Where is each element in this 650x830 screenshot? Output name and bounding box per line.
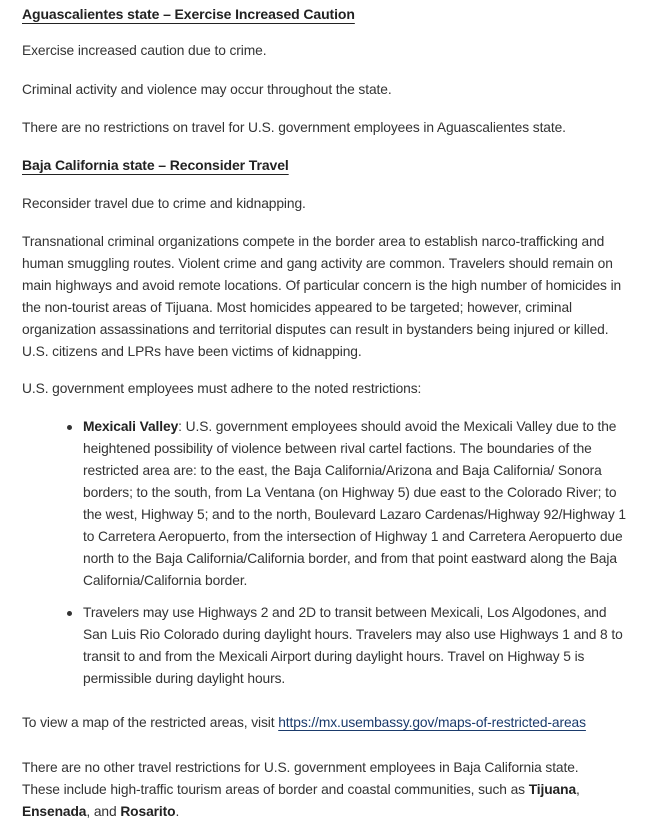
map-link-para bbox=[22, 712, 628, 734]
map-link-paragraph bbox=[22, 712, 628, 734]
aguascalientes-activity-text: Criminal activity and violence may occur throughout the state. bbox=[22, 82, 392, 97]
aguascalientes-para-1 bbox=[22, 40, 628, 62]
bullet-icon bbox=[67, 611, 72, 616]
mexicali-valley-text: : U.S. government employees should avoid the Mexicali Valley due to the heightened possibility of violence between rival cartel factions. The boundaries of the restricted area are: to the east, the Baja California/Arizona and Baja California/ Sonora borders; to the south, from La Ventana (on Highway 5) due east to the Colorado River; to the west, Highway 5; and to the north, Boulevard Lazaro Cardenas/Highway 92/Highway 1 to Carretera Aeropuerto, from the intersection of Highway 1 and Carretera Aeropuerto due north to the Baja California/California border, and from that point eastward along the Baja California/California border. bbox=[83, 419, 626, 588]
city-ensenada: Ensenada bbox=[22, 804, 87, 819]
period: . bbox=[175, 804, 180, 819]
baja-para-3 bbox=[22, 378, 628, 400]
separator-2: , and bbox=[86, 804, 121, 819]
city-tijuana: Tijuana bbox=[528, 782, 577, 797]
restricted-areas-map-link[interactable]: https://mx.usembassy.gov/maps-of-restricted-areas bbox=[278, 715, 586, 730]
list-item-highways bbox=[83, 602, 628, 690]
baja-crime-description: Transnational criminal organizations compete in the border area to establish narco-trafficking and human smuggling routes. Violent crime and gang activity are common. Travelers should remain on main highways and avoid remote locations. Of particular concern is the high number of homicides in the non-tourist areas of Tijuana. Most homicides appeared to be targeted; however, criminal organization assassinations and territorial disputes can result in bystanders being injured or killed. U.S. citizens and LPRs have been victims of kidnapping. bbox=[22, 234, 622, 359]
baja-restrictions-intro: U.S. government employees must adhere to the noted restrictions: bbox=[22, 381, 422, 396]
aguascalientes-heading: Aguascalientes state – Exercise Increased Caution bbox=[22, 6, 355, 22]
mexicali-valley-label: Mexicali Valley bbox=[83, 419, 179, 434]
list-item-mexicali-valley bbox=[83, 416, 628, 592]
baja-para-1 bbox=[22, 193, 628, 215]
aguascalientes-heading-block bbox=[22, 3, 628, 26]
other-restrictions-paragraph bbox=[22, 757, 608, 823]
baja-heading: Baja California state – Reconsider Travel bbox=[22, 157, 289, 173]
aguascalientes-para-2 bbox=[22, 79, 628, 101]
baja-heading-block bbox=[22, 154, 628, 177]
separator-1: , bbox=[576, 782, 580, 797]
bullet-icon bbox=[67, 425, 72, 430]
aguascalientes-restrictions-text: There are no restrictions on travel for U.S. government employees in Aguascalientes state. bbox=[22, 120, 566, 135]
aguascalientes-caution-text: Exercise increased caution due to crime. bbox=[22, 43, 267, 58]
restrictions-list-block bbox=[83, 416, 628, 690]
restrictions-list bbox=[83, 416, 628, 690]
aguascalientes-para-3 bbox=[22, 117, 628, 139]
baja-reconsider-text: Reconsider travel due to crime and kidnapping. bbox=[22, 196, 306, 211]
city-rosarito: Rosarito bbox=[120, 804, 176, 819]
final-para bbox=[22, 757, 608, 823]
map-link-prefix: To view a map of the restricted areas, visit bbox=[22, 715, 279, 730]
other-restrictions-text: There are no other travel restrictions for U.S. government employees in Baja California state. These include high-traffic tourism areas of border and coastal communities, such as bbox=[22, 760, 579, 797]
baja-para-2 bbox=[22, 231, 628, 363]
highways-text: Travelers may use Highways 2 and 2D to transit between Mexicali, Los Algodones, and San Luis Rio Colorado during daylight hours. Travelers may also use Highways 1 and 8 to transit to and from the Mexicali Airport during daylight hours. Travel on Highway 5 is permissible during daylight hours. bbox=[83, 605, 623, 686]
